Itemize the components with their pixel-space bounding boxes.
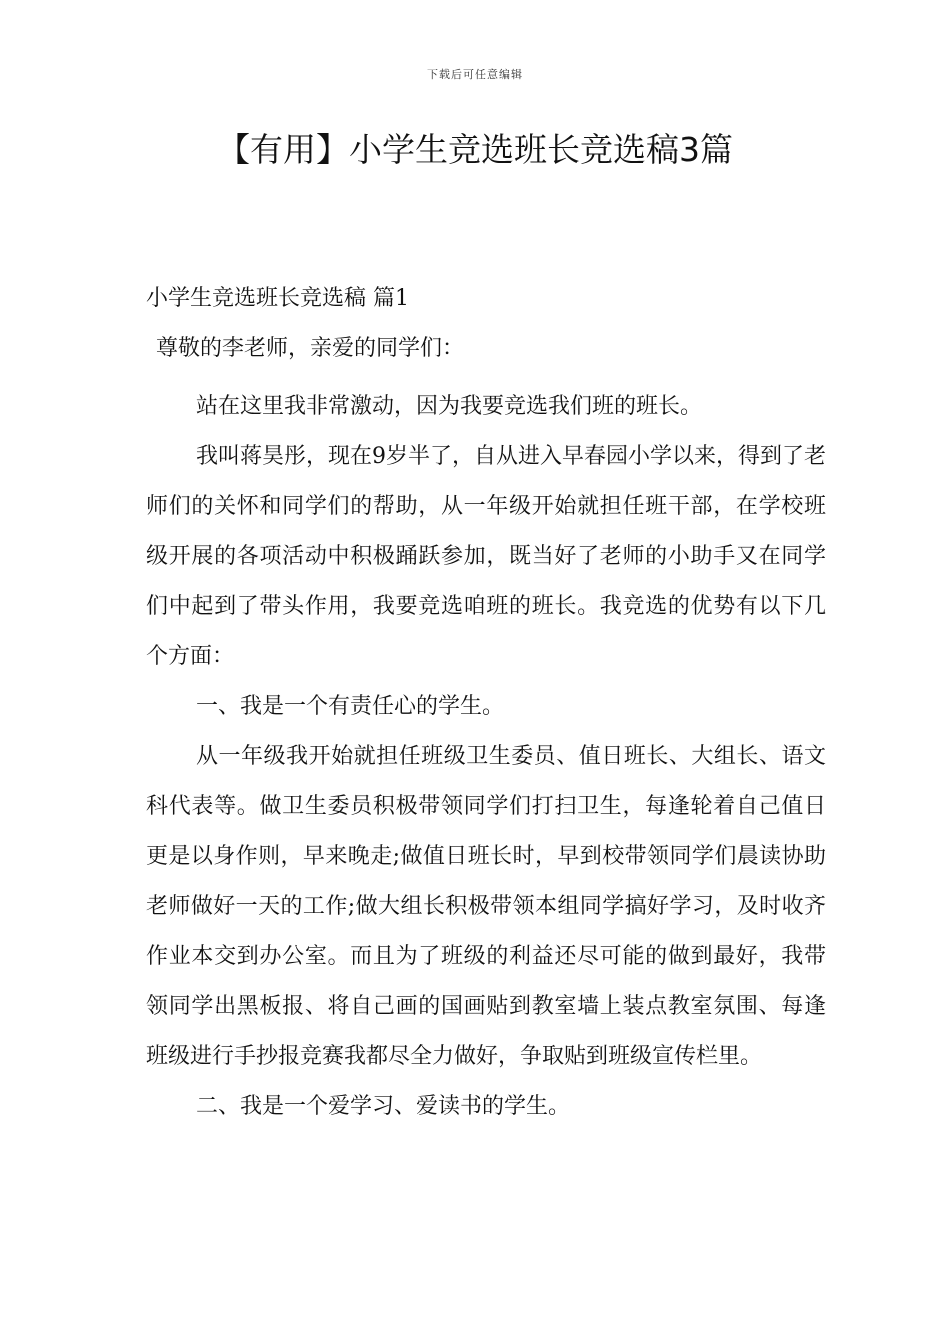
salutation: 尊敬的李老师，亲爱的同学们：: [156, 336, 465, 361]
paragraph: 我叫蒋昊彤，现在9岁半了，自从进入早春园小学以来，得到了老师们的关怀和同学们的帮助，从一年级开始就担任班干部，在学校班级开展的各项活动中积极踊跃参加，既当好了老师的小助手又在同学们中起到了带头作用，我要竞选咱班的班长。我竞选的优势有以下几个方面：: [146, 444, 826, 669]
paragraph: 一、我是一个有责任心的学生。: [196, 694, 505, 719]
document-body: [146, 284, 826, 1132]
paragraph: 站在这里我非常激动，因为我要竞选我们班的班长。: [196, 394, 703, 419]
document-title: 【有用】小学生竞选班长竞选稿3篇: [217, 130, 733, 169]
section-heading: 小学生竞选班长竞选稿 篇1: [146, 286, 409, 311]
paragraph: 从一年级我开始就担任班级卫生委员、值日班长、大组长、语文科代表等。做卫生委员积极带领同学们打扫卫生，每逢轮着自己值日更是以身作则，早来晚走;做值日班长时，早到校带领同学们晨读协助老师做好一天的工作;做大组长积极带领本组同学搞好学习，及时收齐作业本交到办公室。而且为了班级的利益还尽可能的做到最好，我带领同学出黑板报、将自己画的国画贴到教室墙上装点教室氛围、每逢班级进行手抄报竞赛我都尽全力做好，争取贴到班级宣传栏里。: [146, 744, 826, 1069]
header-note: 下载后可任意编辑: [427, 68, 523, 81]
paragraph: 二、我是一个爱学习、爱读书的学生。: [196, 1094, 571, 1119]
